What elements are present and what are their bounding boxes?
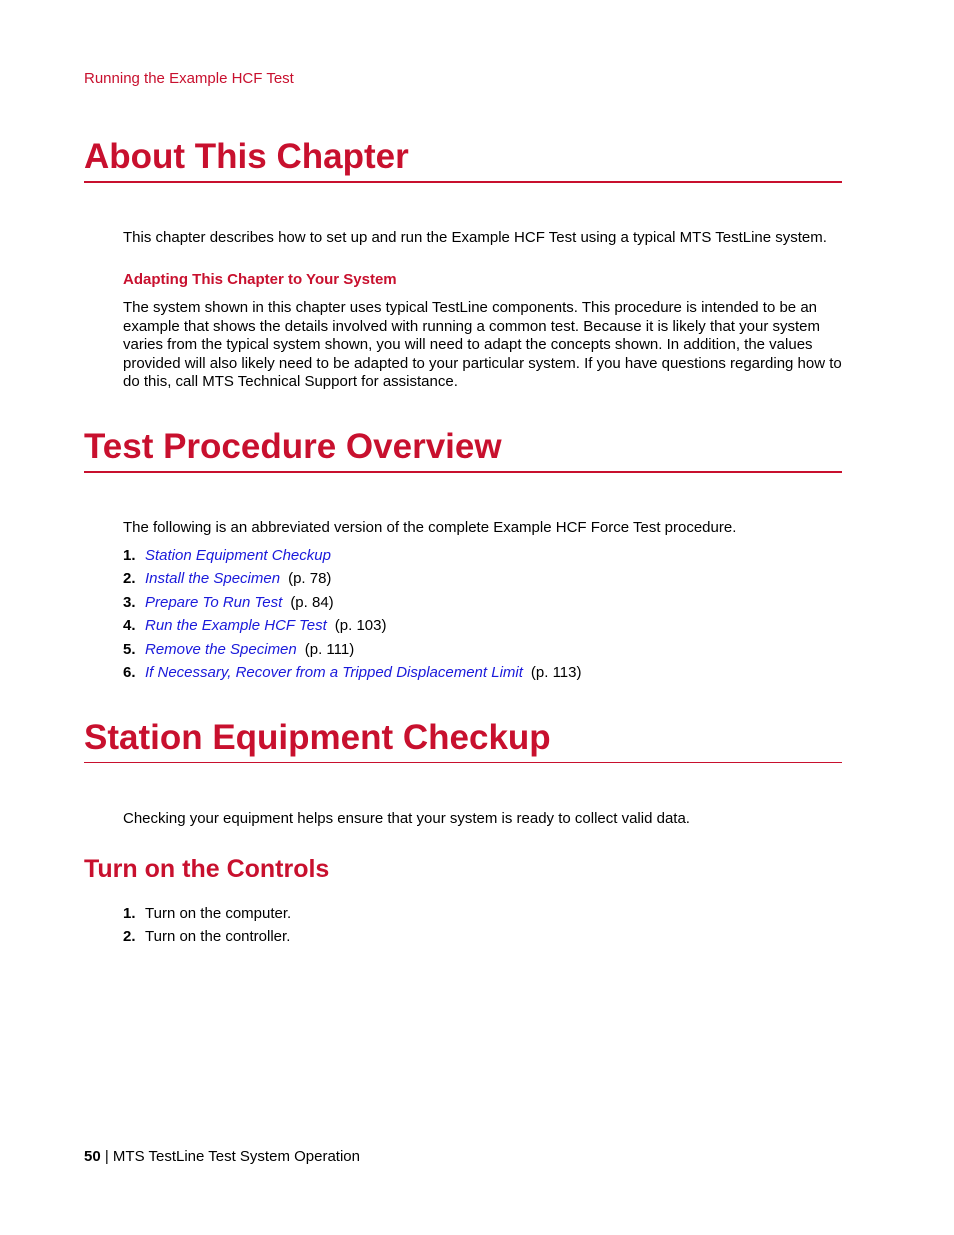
overview-steps-list — [123, 544, 582, 684]
subheading-adapting: Adapting This Chapter to Your System — [123, 271, 397, 288]
section-title-checkup: Station Equipment Checkup — [84, 716, 842, 763]
page-reference: (p. 78) — [288, 570, 332, 588]
running-header: Running the Example HCF Test — [84, 70, 294, 87]
list-item — [123, 567, 582, 590]
page-reference: (p. 111) — [304, 640, 355, 658]
page-reference: (p. 113) — [530, 664, 582, 682]
list-item — [123, 638, 582, 661]
step-link[interactable]: Station Equipment Checkup — [145, 547, 331, 564]
step-text: Turn on the controller. — [145, 928, 291, 946]
step-number: 5. — [123, 640, 136, 658]
page-footer — [84, 1148, 360, 1165]
footer-separator: | — [100, 1148, 113, 1165]
step-link[interactable]: Prepare To Run Test — [145, 593, 283, 611]
step-link[interactable]: Remove the Specimen — [145, 640, 297, 658]
step-link[interactable]: Run the Example HCF Test — [145, 617, 327, 635]
step-link[interactable]: Install the Specimen — [145, 570, 281, 588]
list-item — [123, 925, 291, 948]
step-text: Turn on the computer. — [145, 905, 292, 922]
page-number: 50 — [84, 1148, 101, 1165]
step-number: 6. — [123, 664, 136, 682]
list-item — [123, 614, 582, 637]
step-number: 3. — [123, 593, 136, 611]
controls-steps-list — [123, 902, 291, 949]
list-item — [123, 902, 291, 925]
list-item — [123, 591, 582, 614]
step-link[interactable]: If Necessary, Recover from a Tripped Displacement Limit — [145, 664, 523, 682]
checkup-intro: Checking your equipment helps ensure that your system is ready to collect valid data. — [123, 810, 690, 827]
step-number: 2. — [123, 928, 136, 946]
page-reference: (p. 103) — [334, 617, 387, 635]
page-reference: (p. 84) — [290, 593, 334, 611]
about-intro: This chapter describes how to set up and run the Example HCF Test using a typical MTS TestLine system. — [123, 229, 827, 246]
step-number: 1. — [123, 547, 136, 564]
list-item — [123, 544, 582, 567]
overview-intro: The following is an abbreviated version of the complete Example HCF Force Test procedure. — [123, 519, 737, 536]
step-number: 2. — [123, 570, 136, 588]
section-title-overview: Test Procedure Overview — [84, 425, 842, 473]
list-item — [123, 661, 582, 684]
footer-doc-title: MTS TestLine Test System Operation — [112, 1148, 360, 1165]
step-number: 1. — [123, 905, 136, 922]
step-number: 4. — [123, 617, 136, 635]
section-title-about: About This Chapter — [84, 135, 842, 183]
subheading-turn-on-controls: Turn on the Controls — [84, 855, 330, 883]
about-body: The system shown in this chapter uses typical TestLine components. This procedure is intended to be an example that shows the details involved with running a common test. Because it is likely that your system varies from the typical system shown, you will need to adapt the concepts shown. In addition, the values provided will also likely need to be adapted to your particular system. If you have questions regarding how to do this, call MTS Technical Support for assistance. — [123, 299, 842, 390]
